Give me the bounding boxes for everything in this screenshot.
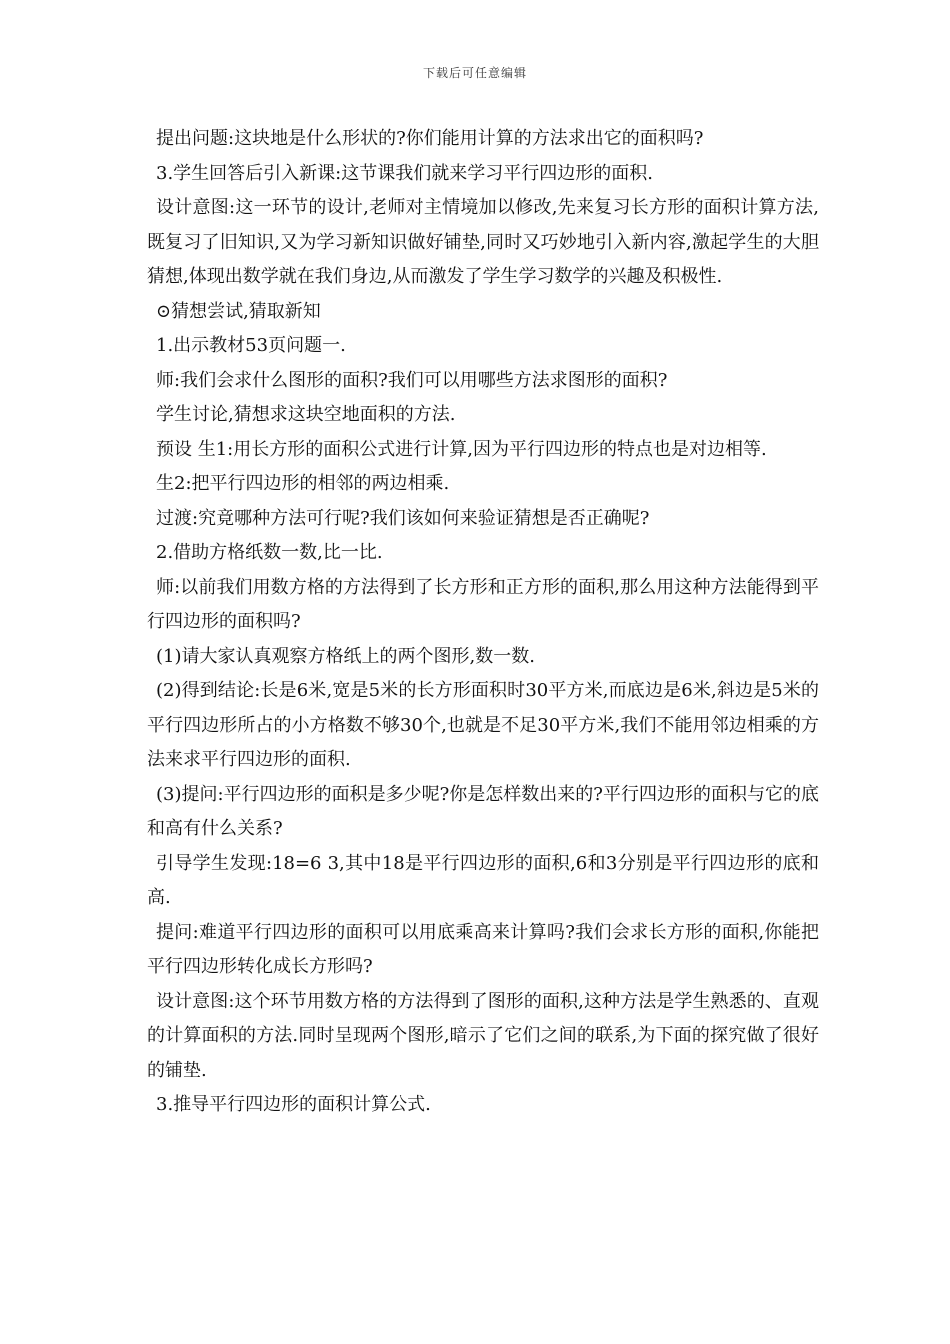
paragraph: 过渡:究竟哪种方法可行呢?我们该如何来验证猜想是否正确呢? (156, 507, 650, 529)
paragraph: 1.出示教材53页问题一. (156, 335, 346, 356)
document-body (147, 122, 819, 1123)
paragraph: 预设 生1:用长方形的面积公式进行计算,因为平行四边形的特点也是对边相等. (156, 438, 767, 460)
section-heading: ⊙猜想尝试,猜取新知 (156, 300, 321, 322)
paragraph: 学生讨论,猜想求这块空地面积的方法. (156, 404, 456, 425)
paragraph: 设计意图:这一环节的设计,老师对主情境加以修改,先来复习长方形的面积计算方法,既复习了旧知识,又为学习新知识做好铺垫,同时又巧妙地引入新内容,激起学生的大胆猜想,体现出数学就在我们身边,从而激发了学生学习数学的兴趣及积极性. (147, 197, 819, 287)
paragraph: 设计意图:这个环节用数方格的方法得到了图形的面积,这种方法是学生熟悉的、直观的计算面积的方法.同时呈现两个图形,暗示了它们之间的联系,为下面的探究做了很好的铺垫. (147, 990, 819, 1081)
paragraph: 2.借助方格纸数一数,比一比. (156, 542, 383, 563)
paragraph: 提问:难道平行四边形的面积可以用底乘高来计算吗?我们会求长方形的面积,你能把平行四边形转化成长方形吗? (147, 921, 819, 977)
paragraph: 引导学生发现:18=6 3,其中18是平行四边形的面积,6和3分别是平行四边形的底和高. (147, 852, 819, 908)
page-header: 下载后可任意编辑 (422, 66, 527, 80)
paragraph: (2)得到结论:长是6米,宽是5米的长方形面积时30平方米,而底边是6米,斜边是5米的平行四边形所占的小方格数不够30个,也就是不足30平方米,我们不能用邻边相乘的方法来求平行四边形的面积. (147, 680, 819, 770)
paragraph: 师:我们会求什么图形的面积?我们可以用哪些方法求图形的面积? (156, 369, 668, 391)
paragraph: (1)请大家认真观察方格纸上的两个图形,数一数. (156, 645, 535, 667)
paragraph: 3.推导平行四边形的面积计算公式. (156, 1094, 431, 1115)
paragraph: 3.学生回答后引入新课:这节课我们就来学习平行四边形的面积. (156, 162, 653, 184)
paragraph: (3)提问:平行四边形的面积是多少呢?你是怎样数出来的?平行四边形的面积与它的底和高有什么关系? (147, 783, 819, 839)
paragraph: 生2:把平行四边形的相邻的两边相乘. (156, 473, 450, 494)
paragraph: 师:以前我们用数方格的方法得到了长方形和正方形的面积,那么用这种方法能得到平行四边形的面积吗? (147, 576, 819, 632)
paragraph: 提出问题:这块地是什么形状的?你们能用计算的方法求出它的面积吗? (156, 128, 704, 149)
